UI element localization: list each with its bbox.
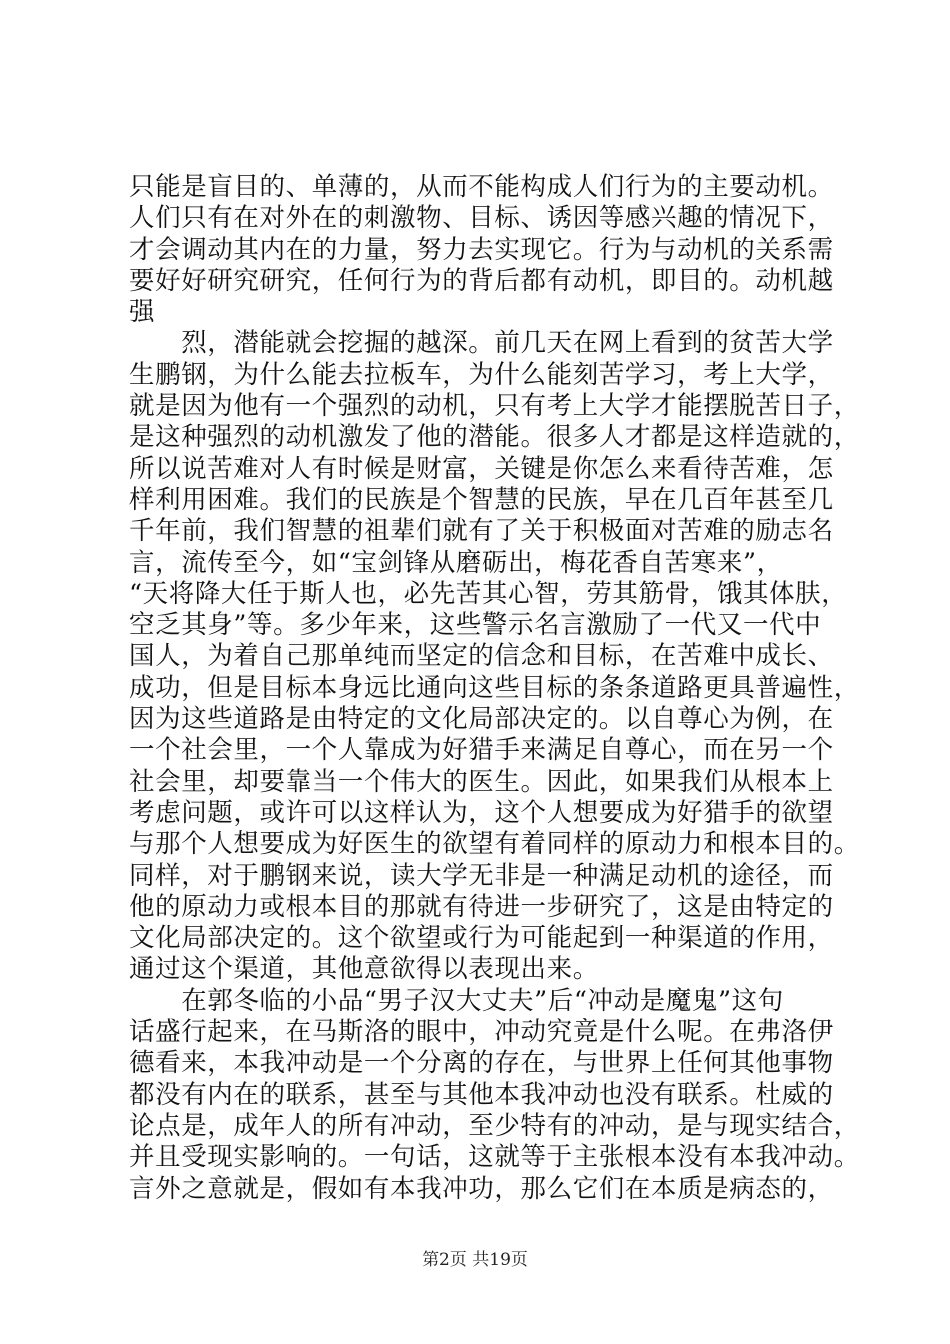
- text-line: 并且受现实影响的。一句话，这就等于主张根本没有本我冲动。: [129, 1142, 860, 1173]
- text-line: 空乏其身”等。多少年来，这些警示名言激励了一代又一代中: [129, 610, 822, 641]
- text-line: 言，流传至今，如“宝剑锋从磨砺出，梅花香自苦寒来”，: [129, 547, 783, 578]
- text-line: 在郭冬临的小品“男子汉大丈夫”后“冲动是魔鬼”这句: [129, 985, 784, 1016]
- text-line: 论点是，成年人的所有冲动，至少特有的冲动，是与现实结合，: [129, 1110, 860, 1141]
- text-line: “天将降大任于斯人也，必先苦其心智，劳其筋骨，饿其体肤，: [129, 578, 848, 609]
- text-line: 样利用困难。我们的民族是个智慧的民族，早在几百年甚至几: [129, 484, 834, 515]
- text-line: 是这种强烈的动机激发了他的潜能。很多人才都是这样造就的，: [129, 422, 860, 453]
- text-line: 都没有内在的联系，甚至与其他本我冲动也没有联系。杜威的: [129, 1079, 834, 1110]
- text-line: 与那个人想要成为好医生的欲望有着同样的原动力和根本目的。: [129, 829, 860, 860]
- text-line: 话盛行起来，在马斯洛的眼中，冲动究竟是什么呢。在弗洛伊: [129, 1017, 834, 1048]
- page-footer: 第2页 共19页: [422, 1250, 528, 1270]
- text-line: 因为这些道路是由特定的文化局部决定的。以自尊心为例，在: [129, 704, 834, 735]
- text-line: 所以说苦难对人有时候是财富，关键是你怎么来看待苦难，怎: [129, 453, 834, 484]
- text-line: 同样，对于鹏钢来说，读大学无非是一种满足动机的途径，而: [129, 860, 834, 891]
- text-line: 成功，但是目标本身远比通向这些目标的条条道路更具普遍性，: [129, 672, 860, 703]
- text-line: 言外之意就是，假如有本我冲功，那么它们在本质是病态的，: [129, 1173, 834, 1204]
- text-line: 文化局部决定的。这个欲望或行为可能起到一种渠道的作用，: [129, 923, 834, 954]
- text-line: 他的原动力或根本目的那就有待进一步研究了，这是由特定的: [129, 891, 834, 922]
- text-line: 人们只有在对外在的刺激物、目标、诱因等感兴趣的情况下，: [129, 203, 834, 234]
- text-line: 要好好研究研究，任何行为的背后都有动机，即目的。动机越: [129, 265, 834, 296]
- text-line: 生鹏钢，为什么能去拉板车，为什么能刻苦学习，考上大学，: [129, 359, 834, 390]
- text-line: 一个社会里，一个人靠成为好猎手来满足自尊心，而在另一个: [129, 735, 834, 766]
- text-line: 烈，潜能就会挖掘的越深。前几天在网上看到的贫苦大学: [129, 328, 834, 359]
- text-line: 考虑问题，或许可以这样认为，这个人想要成为好猎手的欲望: [129, 797, 834, 828]
- text-line: 国人，为着自己那单纯而坚定的信念和目标，在苦难中成长、: [129, 641, 834, 672]
- text-line: 社会里，却要靠当一个伟大的医生。因此，如果我们从根本上: [129, 766, 834, 797]
- text-line: 千年前，我们智慧的祖辈们就有了关于积极面对苦难的励志名: [129, 516, 834, 547]
- text-line: 德看来，本我冲动是一个分离的存在，与世界上任何其他事物: [129, 1048, 834, 1079]
- body-text: [129, 172, 860, 1205]
- text-line: 就是因为他有一个强烈的动机，只有考上大学才能摆脱苦日子，: [129, 391, 860, 422]
- text-line: 通过这个渠道，其他意欲得以表现出来。: [129, 954, 599, 985]
- text-line: 只能是盲目的、单薄的，从而不能构成人们行为的主要动机。: [129, 172, 834, 202]
- text-line: 强: [129, 297, 156, 328]
- text-line: 才会调动其内在的力量，努力去实现它。行为与动机的关系需: [129, 234, 834, 265]
